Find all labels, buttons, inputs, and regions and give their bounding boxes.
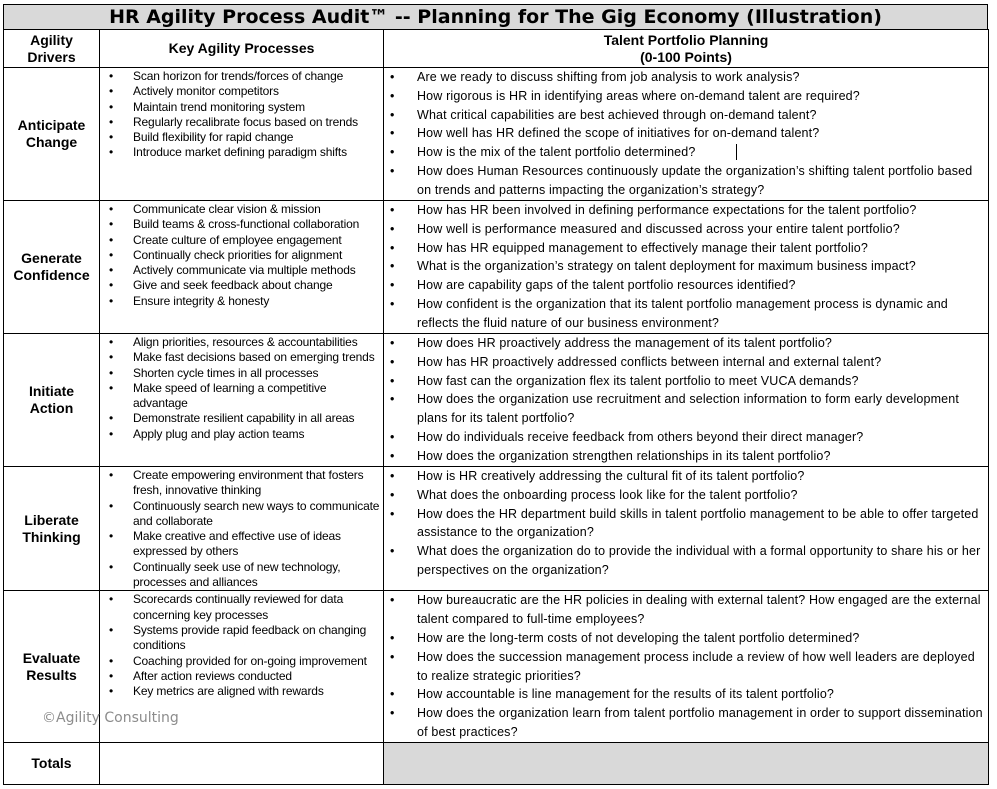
question-item: • How does the organization learn from talent portfolio management in order to support dissemination of best practices?	[417, 704, 988, 742]
process-item: • Align priorities, resources & accountabilities	[133, 335, 383, 350]
question-item: • How are the long-term costs of not developing the talent portfolio determined?	[417, 629, 988, 648]
driver-line2: Change	[25, 134, 78, 150]
process-item: • Key metrics are aligned with rewards	[133, 684, 383, 699]
processes-cell	[100, 467, 384, 591]
header-key-processes	[100, 30, 384, 68]
header-talent-planning	[384, 30, 989, 68]
question-item: • How does HR proactively address the management of its talent portfolio?	[417, 334, 988, 353]
driver-line1: Liberate	[24, 511, 79, 528]
driver-row-anticipate-change	[4, 68, 989, 201]
process-item: • Continually seek use of new technology, processes and alliances	[133, 560, 383, 591]
totals-score-cell	[384, 743, 989, 785]
question-list	[384, 334, 988, 466]
processes-cell	[100, 201, 384, 334]
process-item: • Actively monitor competitors	[133, 84, 383, 99]
process-item: • Scan horizon for trends/forces of change	[133, 69, 383, 84]
processes-cell	[100, 68, 384, 201]
question-item: • How is the mix of the talent portfolio determined?	[417, 143, 988, 162]
question-item: • What is the organization’s strategy on talent deployment for maximum business impact?	[417, 257, 988, 276]
question-item: • How has HR been involved in defining performance expectations for the talent portfolio?	[417, 201, 988, 220]
process-item: • Communicate clear vision & mission	[133, 202, 383, 217]
process-item: • After action reviews conducted	[133, 669, 383, 684]
question-item: • How is HR creatively addressing the cultural fit of its talent portfolio?	[417, 467, 988, 486]
question-item: • How accountable is line management for the results of its talent portfolio?	[417, 685, 988, 704]
question-list	[384, 68, 988, 200]
totals-row	[4, 743, 989, 785]
document-title: HR Agility Process Audit™ -- Planning for The Gig Economy (Illustration)	[3, 4, 988, 30]
driver-line2: Thinking	[22, 528, 81, 545]
process-item: • Give and seek feedback about change	[133, 278, 383, 293]
question-item: • How fast can the organization flex its talent portfolio to meet VUCA demands?	[417, 372, 988, 391]
process-list	[100, 592, 383, 699]
totals-processes-cell	[100, 743, 384, 785]
process-list	[100, 202, 383, 309]
processes-cell	[100, 334, 384, 467]
driver-line1: Anticipate	[17, 117, 86, 133]
process-list	[100, 69, 383, 161]
process-item: • Shorten cycle times in all processes	[133, 366, 383, 381]
process-item: • Continually check priorities for alignment	[133, 248, 383, 263]
header-agility-drivers	[4, 30, 100, 68]
header-planning-line2: (0-100 Points)	[640, 48, 732, 65]
questions-cell	[384, 68, 989, 201]
question-item: • How has HR proactively addressed conflicts between internal and external talent?	[417, 353, 988, 372]
driver-line1: Generate	[21, 250, 82, 266]
driver-row-generate-confidence	[4, 201, 989, 334]
header-row	[4, 30, 989, 68]
copyright-watermark: ©Agility Consulting	[42, 710, 179, 726]
question-item: • How well is performance measured and discussed across your entire talent portfolio?	[417, 220, 988, 239]
header-processes-label: Key Agility Processes	[168, 40, 315, 56]
process-item: • Coaching provided for on-going improvement	[133, 654, 383, 669]
question-list	[384, 467, 988, 580]
question-item: • How has HR equipped management to effectively manage their talent portfolio?	[417, 239, 988, 258]
question-list	[384, 201, 988, 333]
question-item: • What critical capabilities are best achieved through on-demand talent?	[417, 106, 988, 125]
totals-label-text: Totals	[31, 755, 72, 772]
process-item: • Demonstrate resilient capability in all areas	[133, 411, 383, 426]
question-item: • How rigorous is HR in identifying areas where on-demand talent are required?	[417, 87, 988, 106]
driver-name	[4, 467, 100, 591]
header-drivers-line1: Agility	[30, 31, 73, 48]
process-item: • Create empowering environment that fosters fresh, innovative thinking	[133, 468, 383, 499]
question-item: • How does Human Resources continuously update the organization’s shifting talent portfolio based on trends and patterns impacting the organization’s strategy?	[417, 162, 988, 200]
audit-table	[3, 29, 989, 785]
process-item: • Systems provide rapid feedback on changing conditions	[133, 623, 383, 654]
driver-line1: Initiate	[28, 383, 75, 399]
process-item: • Continuously search new ways to communicate and collaborate	[133, 499, 383, 530]
question-item: • How does the organization strengthen relationships in its talent portfolio?	[417, 447, 988, 466]
question-item: • How bureaucratic are the HR policies in dealing with external talent? How engaged are the external talent compared to full-time employees?	[417, 591, 988, 629]
process-item: • Ensure integrity & honesty	[133, 294, 383, 309]
process-item: • Actively communicate via multiple methods	[133, 263, 383, 278]
question-item: • How do individuals receive feedback from others beyond their direct manager?	[417, 428, 988, 447]
driver-name	[4, 334, 100, 467]
process-item: • Make fast decisions based on emerging trends	[133, 350, 383, 365]
process-list	[100, 335, 383, 442]
driver-line2: Action	[29, 400, 74, 416]
text-cursor	[736, 144, 737, 160]
driver-line2: Confidence	[13, 267, 90, 283]
process-item: • Build flexibility for rapid change	[133, 130, 383, 145]
question-item: • How does the organization use recruitment and selection information to form early development plans for its talent portfolio?	[417, 390, 988, 428]
process-item: • Regularly recalibrate focus based on trends	[133, 115, 383, 130]
process-item: • Apply plug and play action teams	[133, 427, 383, 442]
driver-name	[4, 201, 100, 334]
totals-label	[4, 743, 100, 785]
driver-line1: Evaluate	[22, 649, 81, 666]
questions-cell	[384, 467, 989, 591]
driver-name	[4, 68, 100, 201]
driver-row-initiate-action	[4, 334, 989, 467]
driver-line2: Results	[26, 666, 77, 683]
process-item: • Introduce market defining paradigm shifts	[133, 145, 383, 160]
question-list	[384, 591, 988, 741]
driver-row-liberate-thinking	[4, 467, 989, 591]
header-drivers-line2: Drivers	[27, 48, 76, 65]
questions-cell	[384, 334, 989, 467]
header-planning-line1: Talent Portfolio Planning	[603, 31, 769, 48]
question-item: • Are we ready to discuss shifting from job analysis to work analysis?	[417, 68, 988, 87]
process-item: • Make speed of learning a competitive advantage	[133, 381, 383, 412]
process-item: • Maintain trend monitoring system	[133, 100, 383, 115]
questions-cell	[384, 591, 989, 743]
process-item: • Create culture of employee engagement	[133, 233, 383, 248]
question-item: • How well has HR defined the scope of initiatives for on-demand talent?	[417, 124, 988, 143]
process-item: • Make creative and effective use of ideas expressed by others	[133, 529, 383, 560]
question-item: • What does the onboarding process look like for the talent portfolio?	[417, 486, 988, 505]
question-item: • How does the succession management process include a review of how well leaders are deployed to realize strategic priorities?	[417, 648, 988, 686]
process-item: • Scorecards continually reviewed for data concerning key processes	[133, 592, 383, 623]
question-item: • How are capability gaps of the talent portfolio resources identified?	[417, 276, 988, 295]
question-item: • How confident is the organization that its talent portfolio management process is dynamic and reflects the fluid nature of our business environment?	[417, 295, 988, 333]
question-item: • What does the organization do to provide the individual with a formal opportunity to share his or her perspectives on the organization?	[417, 542, 988, 580]
question-item: • How does the HR department build skills in talent portfolio management to be able to offer targeted assistance to the organization?	[417, 505, 988, 543]
process-item: • Build teams & cross-functional collaboration	[133, 217, 383, 232]
process-list	[100, 468, 383, 590]
questions-cell	[384, 201, 989, 334]
